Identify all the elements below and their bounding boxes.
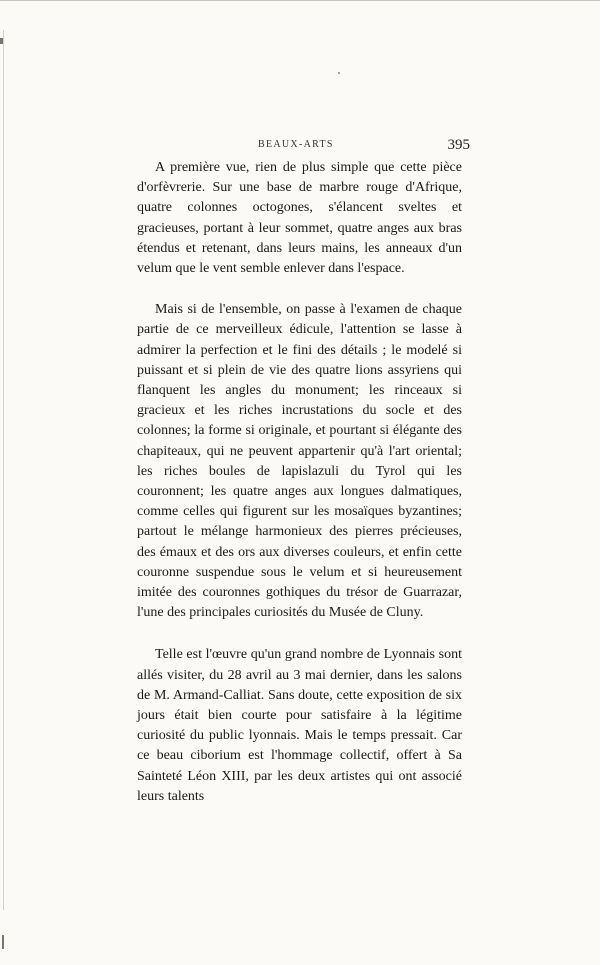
- paragraph: Mais si de l'ensemble, on passe à l'examen de chaque partie de ce merveilleux édicule, l'attention se lasse à admirer la perfection et le fini des détails ; le modelé si puissant et si plein de vie des quatre lions assyriens qui flanquent les angles du monument; les rinceaux si gracieux et les riches incrustations du socle et des colonnes; la forme si originale, et pourtant si élégante des chapiteaux, qui ne peuvent appartenir qu'à l'art oriental; les riches boules de lapislazuli du Tyrol qui les couronnent; les quatre anges aux longues dalmatiques, comme celles qui figurent sur les mosaïques byzantines; partout le mélange harmonieux des pierres précieuses, des émaux et des ors aux diverses couleurs, et enfin cette couronne suspendue sous le velum et si heureusement imitée des couronnes gothiques du trésor de Guarrazar, l'une des principales curiosités du Musée de Cluny.: [137, 302, 462, 621]
- scan-top-edge: [0, 0, 600, 1]
- scan-edge-mark: [2, 935, 4, 949]
- scan-left-edge: [3, 30, 4, 910]
- page-number: 395: [447, 137, 470, 153]
- running-head: BEAUX-ARTS: [258, 139, 334, 150]
- paragraph: Telle est l'œuvre qu'un grand nombre de Lyonnais sont allés visiter, du 28 avril au 3 mai dernier, dans les salons de M. Armand-Calliat. Sans doute, cette exposition de six jours était bien courte pour satisfaire à la légitime curiosité du public lyonnais. Mais le temps pressait. Car ce beau ciborium est l'hommage collectif, offert à Sa Sainteté Léon XIII, par les deux artistes qui ont associé leurs talents: [137, 647, 462, 804]
- paragraph: A première vue, rien de plus simple que cette pièce d'orfèvrerie. Sur une base de marbre rouge d'Afrique, quatre colonnes octogones, s'élancent sveltes et gracieuses, portant à leur sommet, quatre anges aux bras étendus et retenant, dans leurs mains, les anneaux d'un velum que le vent semble enlever dans l'espace.: [137, 160, 462, 277]
- scan-edge-mark: [0, 38, 3, 44]
- body-text: [137, 158, 462, 807]
- page-header: [150, 137, 470, 157]
- scan-speck: [338, 72, 340, 74]
